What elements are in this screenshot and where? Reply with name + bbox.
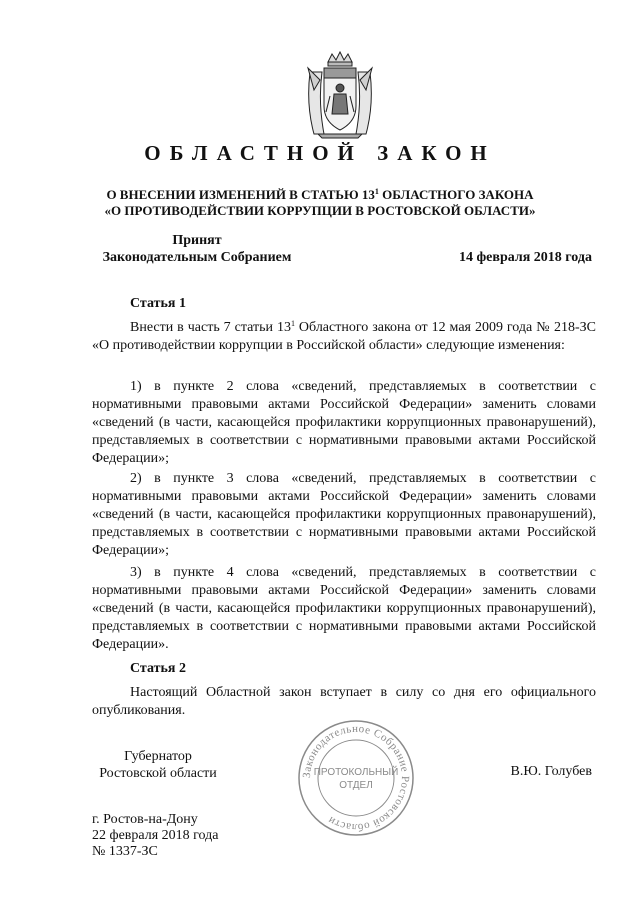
article-2-heading: Статья 2 — [130, 661, 186, 676]
adoption-info — [92, 232, 302, 266]
law-title: ОБЛАСТНОЙ ЗАКОН — [144, 141, 496, 165]
rostov-oblast-coat-of-arms-icon — [300, 50, 380, 140]
article-1-heading: Статья 1 — [130, 296, 186, 311]
stamp-center-line-2: ОТДЕЛ — [339, 780, 373, 791]
svg-text:Законодательное Собрание Росто — [301, 723, 411, 833]
protocol-department-stamp — [296, 718, 416, 838]
article-1-item-1: 1) в пункте 2 слова «сведений, представляемых в соответствии с нормативными правовыми актами Российской Федерации» заменить словами «сведений (в части, касающейся профилактики коррупционных правонарушений), представляемых в соответствии с нормативными правовыми актами Российской Федерации»; — [92, 379, 596, 466]
adoption-label: Принят — [172, 233, 222, 248]
article-1-item-3: 3) в пункте 4 слова «сведений, представляемых в соответствии с нормативными правовыми актами Российской Федерации» заменить словами «сведений (в части, касающейся профилактики коррупционных правонарушений), представляемых в соответствии с нормативными правовыми актами Российской Федерации». — [92, 565, 596, 652]
article-1-item-2: 2) в пункте 3 слова «сведений, представляемых в соответствии с нормативными правовыми актами Российской Федерации» заменить словами «сведений (в части, касающейся профилактики коррупционных правонарушений), представляемых в соответствии с нормативными правовыми актами Российской Федерации»; — [92, 471, 596, 558]
adoption-body: Законодательным Собранием — [102, 250, 292, 265]
article-2-text: Настоящий Областной закон вступает в силу со дня его официального опубликования. — [92, 685, 596, 718]
law-signing-date: 22 февраля 2018 года — [92, 828, 219, 843]
signatory-title — [92, 748, 224, 782]
stamp-center-line-1: ПРОТОКОЛЬНЫЙ — [313, 767, 399, 778]
signatory-name: В.Ю. Голубев — [510, 764, 592, 779]
signatory-position: Губернатор — [124, 749, 192, 764]
law-registration-info — [92, 812, 219, 860]
law-subtitle-line-1: О ВНЕСЕНИИ ИЗМЕНЕНИЙ В СТАТЬЮ $13^1$ ОБЛАСТНОГО ЗАКОНА — [106, 187, 534, 202]
adoption-date: 14 февраля 2018 года — [459, 250, 592, 265]
law-city: г. Ростов-на-Дону — [92, 812, 198, 827]
signatory-region: Ростовской области — [99, 766, 217, 781]
law-subtitle-line-2: «О ПРОТИВОДЕЙСТВИИ КОРРУПЦИИ В РОСТОВСКОЙ ОБЛАСТИ» — [104, 203, 536, 218]
stamp-ring-text: Законодательное Собрание Ростовской области — [300, 722, 412, 834]
article-1-intro: Внести в часть 7 статьи $13^1$ Областного закона от 12 мая 2009 года № 218-ЗС «О противодействии коррупции в Российской области» следующие изменения: — [92, 319, 596, 353]
law-number: № 1337-ЗС — [92, 844, 158, 859]
